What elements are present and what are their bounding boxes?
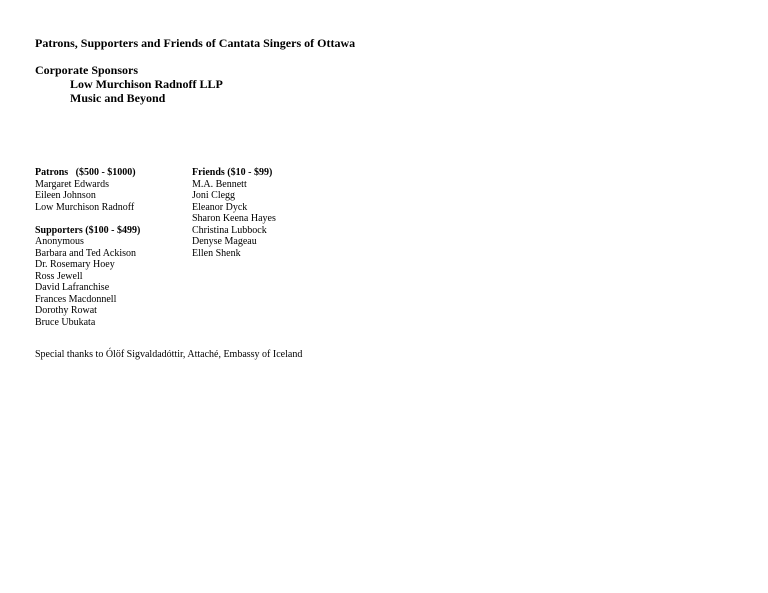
- patrons-heading: Patrons ($500 - $1000): [35, 167, 136, 178]
- page-title: Patrons, Supporters and Friends of Cantata Singers of Ottawa: [35, 36, 356, 50]
- friend-name: Denyse Mageau: [192, 236, 257, 247]
- patron-name: Eileen Johnson: [35, 190, 96, 201]
- corporate-sponsor: Low Murchison Radnoff LLP: [70, 77, 223, 91]
- corporate-sponsor: Music and Beyond: [70, 91, 166, 105]
- patron-name: Low Murchison Radnoff: [35, 201, 135, 213]
- supporter-name: Anonymous: [35, 236, 84, 247]
- supporter-name: Bruce Ubukata: [35, 316, 96, 328]
- right-column: [192, 167, 276, 259]
- friend-name: Christina Lubbock: [192, 224, 267, 236]
- section-spacer: [35, 213, 140, 225]
- friend-name: M.A. Bennett: [192, 178, 247, 190]
- friend-name: Eleanor Dyck: [192, 201, 248, 213]
- corporate-sponsors-section: [35, 63, 223, 105]
- supporter-name: David Lafranchise: [35, 282, 110, 293]
- corporate-sponsors-heading: Corporate Sponsors: [35, 63, 139, 77]
- supporter-name: Dr. Rosemary Hoey: [35, 259, 115, 270]
- patrons-section: [35, 167, 140, 213]
- friend-name: Joni Clegg: [192, 190, 236, 201]
- friend-name: Ellen Shenk: [192, 247, 241, 259]
- supporter-name: Barbara and Ted Ackison: [35, 247, 137, 259]
- friends-section: [192, 167, 276, 259]
- friends-heading: Friends ($10 - $99): [192, 167, 273, 178]
- left-column: [35, 167, 140, 328]
- supporter-name: Ross Jewell: [35, 270, 83, 282]
- supporters-heading: Supporters ($100 - $499): [35, 224, 141, 236]
- supporter-name: Dorothy Rowat: [35, 305, 97, 316]
- supporter-name: Frances Macdonnell: [35, 293, 117, 305]
- special-thanks: Special thanks to Ólöf Sigvaldadóttir, Attaché, Embassy of Iceland: [35, 349, 303, 360]
- supporters-section: [35, 225, 140, 329]
- friend-name: Sharon Keena Hayes: [192, 213, 276, 224]
- patron-name: Margaret Edwards: [35, 178, 109, 190]
